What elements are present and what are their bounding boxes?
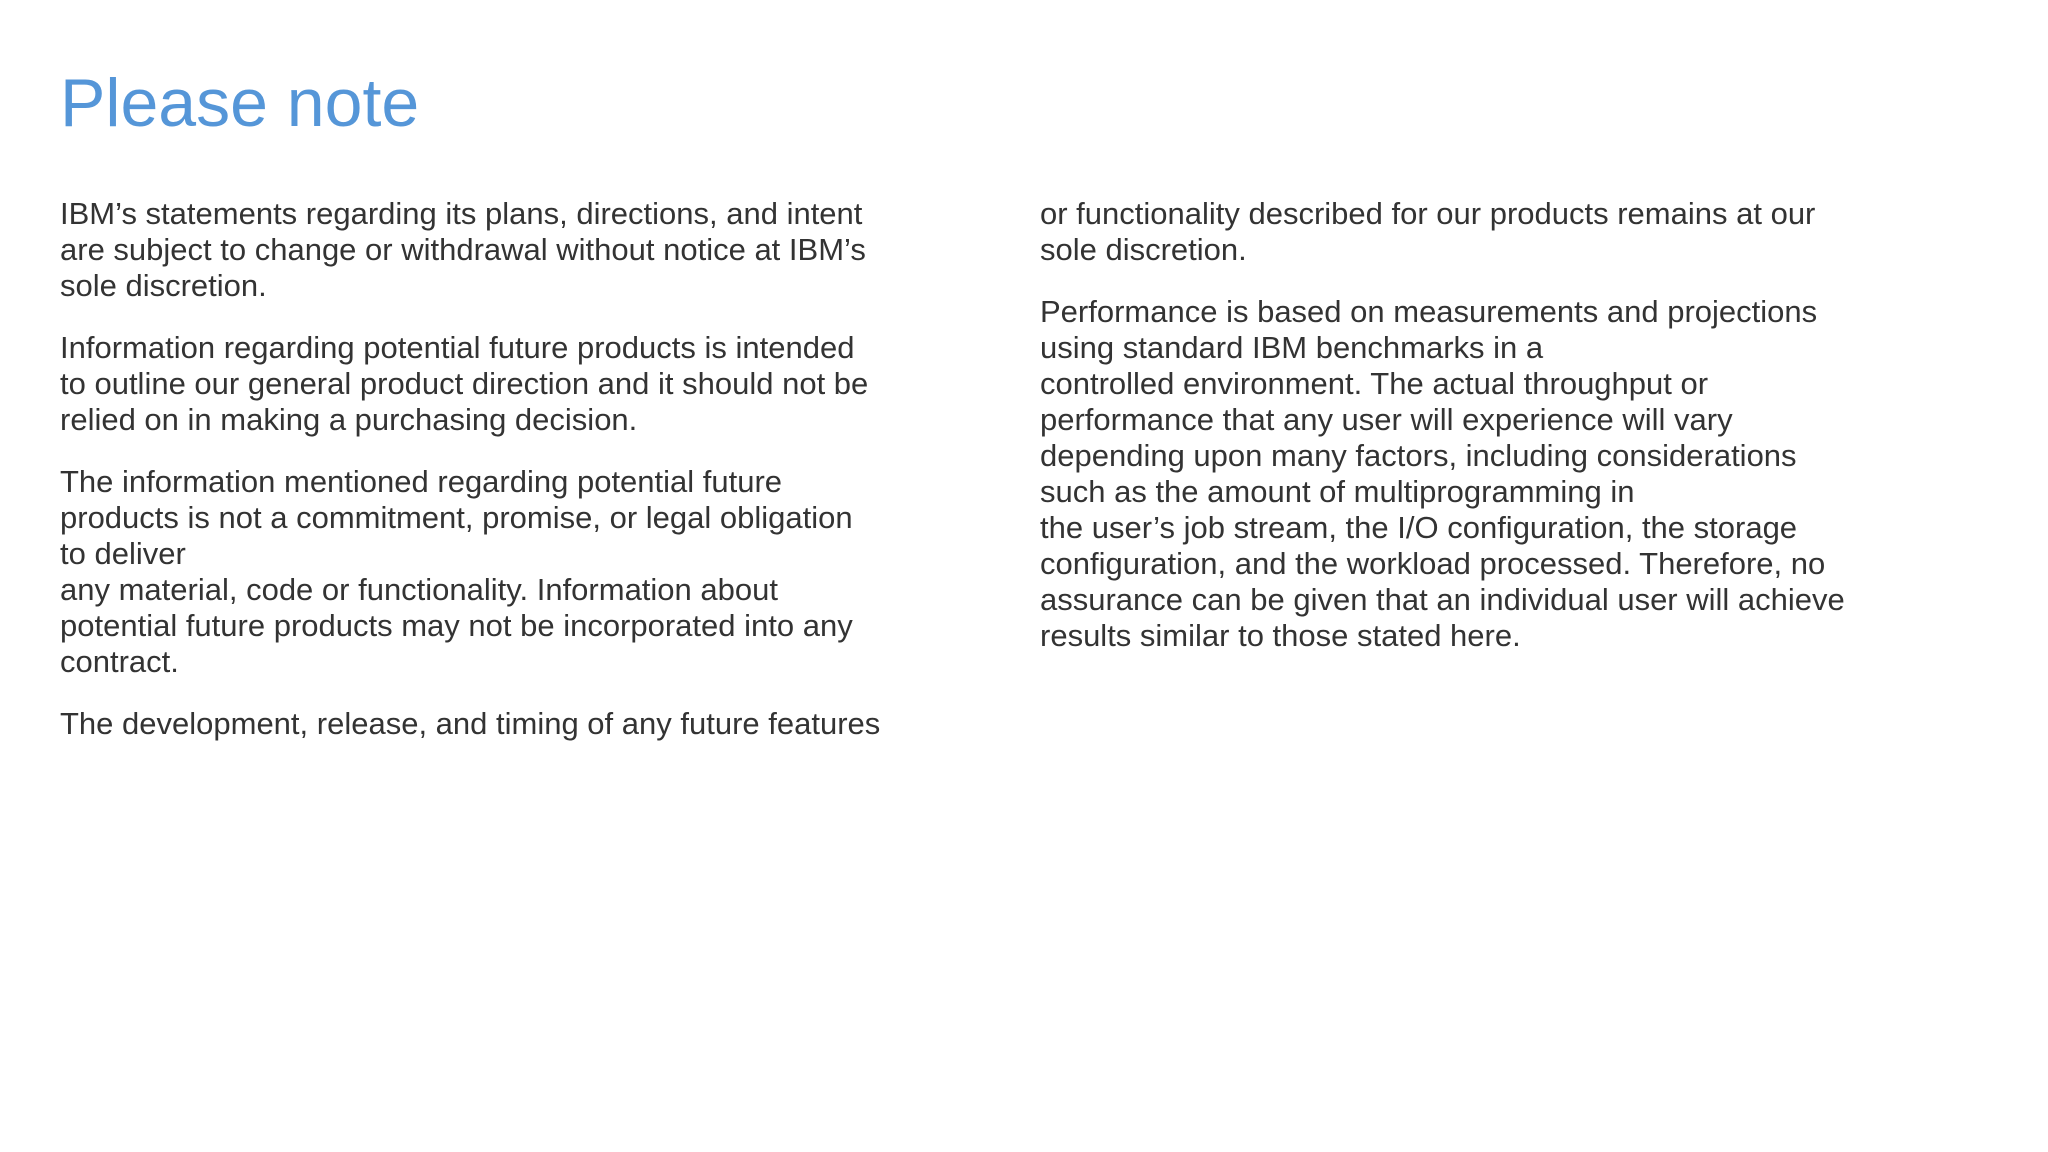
paragraph xyxy=(60,464,940,680)
text-line: results similar to those stated here. xyxy=(1040,618,1521,653)
text-line: sole discretion. xyxy=(1040,232,1247,267)
paragraph xyxy=(60,196,940,304)
paragraph xyxy=(60,706,940,742)
text-line: performance that any user will experience will vary xyxy=(1040,402,1733,437)
text-line: are subject to change or withdrawal without notice at IBM’s xyxy=(60,232,866,267)
text-line: Information regarding potential future products is intended xyxy=(60,330,855,365)
text-line: Performance is based on measurements and projections xyxy=(1040,294,1818,329)
text-line: or functionality described for our products remains at our xyxy=(1040,196,1816,231)
left-text-column xyxy=(60,196,940,768)
text-line: IBM’s statements regarding its plans, directions, and intent xyxy=(60,196,863,231)
text-line: potential future products may not be incorporated into any xyxy=(60,608,853,643)
text-line: any material, code or functionality. Information about xyxy=(60,572,778,607)
text-line: sole discretion. xyxy=(60,268,267,303)
text-line: using standard IBM benchmarks in a xyxy=(1040,330,1544,365)
right-text-column xyxy=(1040,196,1940,680)
text-line: the user’s job stream, the I/O configuration, the storage xyxy=(1040,510,1798,545)
text-line: products is not a commitment, promise, or legal obligation xyxy=(60,500,853,535)
paragraph xyxy=(60,330,940,438)
text-line: to deliver xyxy=(60,536,186,571)
text-line: controlled environment. The actual throughput or xyxy=(1040,366,1709,401)
text-line: The development, release, and timing of any future features xyxy=(60,706,881,741)
text-line: assurance can be given that an individual user will achieve xyxy=(1040,582,1845,617)
text-line: The information mentioned regarding potential future xyxy=(60,464,783,499)
text-line: configuration, and the workload processed. Therefore, no xyxy=(1040,546,1826,581)
text-line: to outline our general product direction and it should not be xyxy=(60,366,869,401)
paragraph xyxy=(1040,196,1940,268)
text-line: depending upon many factors, including considerations xyxy=(1040,438,1797,473)
text-line: such as the amount of multiprogramming in xyxy=(1040,474,1635,509)
text-line: relied on in making a purchasing decision. xyxy=(60,402,638,437)
slide-title: Please note xyxy=(60,65,420,141)
paragraph xyxy=(1040,294,1940,654)
text-line: contract. xyxy=(60,644,179,679)
